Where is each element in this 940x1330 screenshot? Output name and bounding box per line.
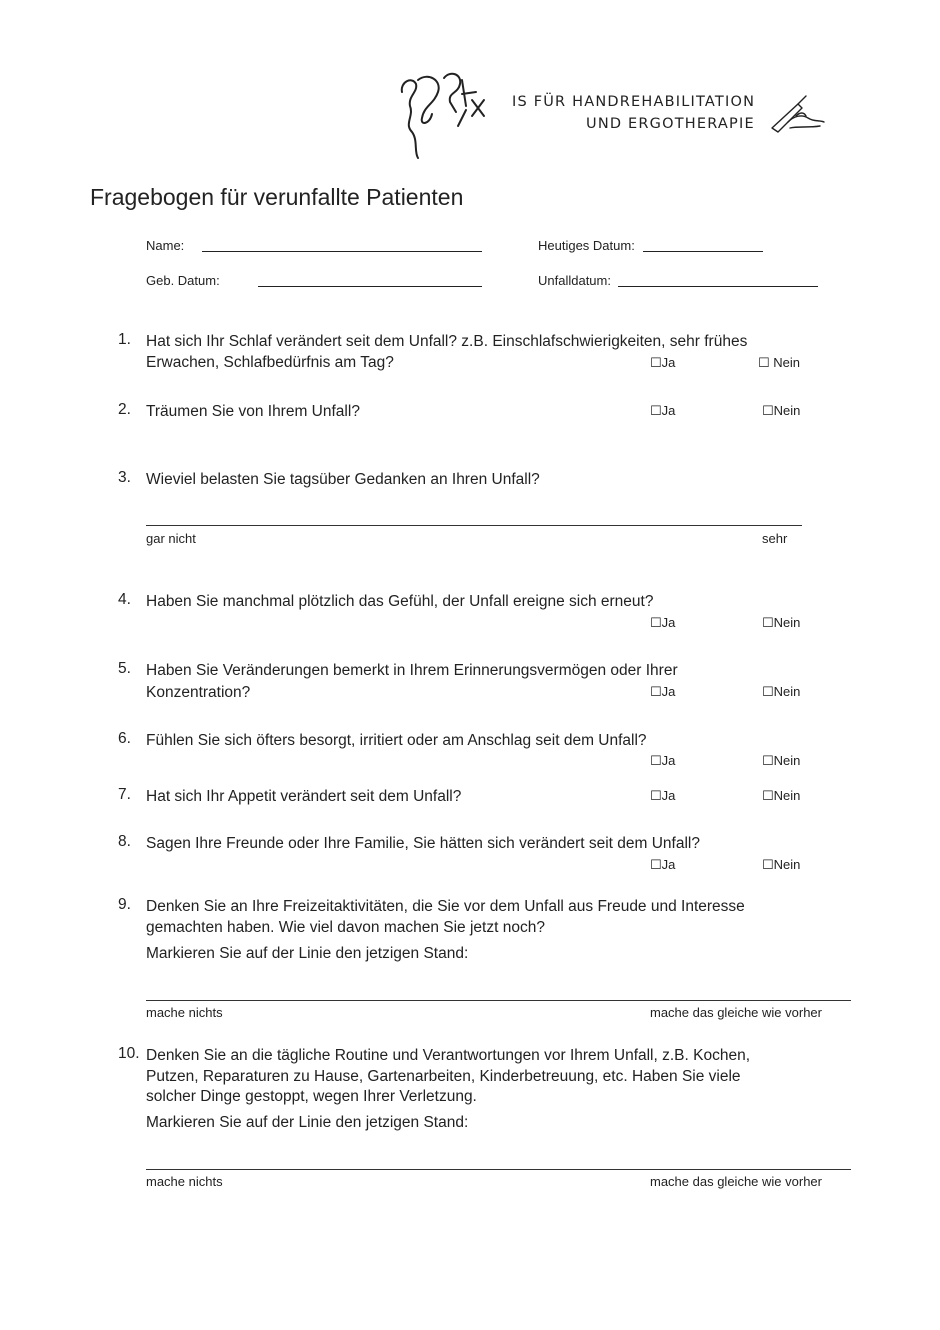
question-7-text: Hat sich Ihr Appetit verändert seit dem Unfall?	[146, 788, 462, 805]
q10-scale-right-label: mache das gleiche wie vorher	[650, 1174, 822, 1189]
q9-scale-left-label: mache nichts	[146, 1005, 223, 1020]
today-date-field[interactable]	[643, 251, 763, 252]
question-10-instruction: Markieren Sie auf der Linie den jetzigen Stand:	[146, 1114, 469, 1131]
q10-scale-left-label: mache nichts	[146, 1174, 223, 1189]
question-number: 5.	[118, 660, 131, 677]
q4-yes-checkbox[interactable]: ☐Ja	[650, 615, 676, 630]
q7-no-checkbox[interactable]: ☐Nein	[762, 788, 801, 803]
logo-text-line2: UND ERGOTHERAPIE	[586, 116, 755, 132]
question-number: 1.	[118, 331, 131, 348]
question-10-line1: Denken Sie an die tägliche Routine und Verantwortungen vor Ihrem Unfall, z.B. Kochen,	[146, 1047, 751, 1064]
question-10-line3: solcher Dinge gestoppt, wegen Ihrer Verletzung.	[146, 1088, 477, 1105]
q8-no-checkbox[interactable]: ☐Nein	[762, 857, 801, 872]
q8-yes-checkbox[interactable]: ☐Ja	[650, 857, 676, 872]
q6-no-checkbox[interactable]: ☐Nein	[762, 753, 801, 768]
q3-scale-right-label: sehr	[762, 531, 788, 546]
question-5-line2: Konzentration?	[146, 684, 251, 701]
writing-hand-icon	[768, 92, 826, 134]
accident-date-field[interactable]	[618, 286, 818, 287]
q1-no-checkbox[interactable]: ☐ Nein	[758, 355, 801, 370]
birth-date-field[interactable]	[258, 286, 482, 287]
question-number: 10.	[118, 1045, 140, 1062]
today-date-label: Heutiges Datum:	[538, 238, 635, 253]
q2-yes-checkbox[interactable]: ☐Ja	[650, 403, 676, 418]
question-9-instruction: Markieren Sie auf der Linie den jetzigen Stand:	[146, 945, 469, 962]
question-9-line2: gemachten haben. Wie viel davon machen Sie jetzt noch?	[146, 919, 545, 936]
q3-scale-line[interactable]	[146, 525, 802, 526]
q5-yes-checkbox[interactable]: ☐Ja	[650, 684, 676, 699]
question-number: 7.	[118, 786, 131, 803]
q2-no-checkbox[interactable]: ☐Nein	[762, 403, 801, 418]
q9-scale-line[interactable]	[146, 1000, 851, 1001]
question-number: 3.	[118, 469, 131, 486]
logo-text-line1: IS FÜR HANDREHABILITATION	[512, 94, 756, 110]
question-number: 9.	[118, 896, 131, 913]
question-2-text: Träumen Sie von Ihrem Unfall?	[146, 403, 360, 420]
q3-scale-left-label: gar nicht	[146, 531, 196, 546]
question-1-line1: Hat sich Ihr Schlaf verändert seit dem Unfall? z.B. Einschlafschwierigkeiten, sehr frühes	[146, 333, 748, 350]
question-3-text: Wieviel belasten Sie tagsüber Gedanken an Ihren Unfall?	[146, 471, 540, 488]
question-6-text: Fühlen Sie sich öfters besorgt, irritiert oder am Anschlag seit dem Unfall?	[146, 732, 647, 749]
question-9-line1: Denken Sie an Ihre Freizeitaktivitäten, die Sie vor dem Unfall aus Freude und Interesse	[146, 898, 745, 915]
q10-scale-line[interactable]	[146, 1169, 851, 1170]
question-5-line1: Haben Sie Veränderungen bemerkt in Ihrem Erinnerungsvermögen oder Ihrer	[146, 662, 678, 679]
q1-yes-checkbox[interactable]: ☐Ja	[650, 355, 676, 370]
birth-date-label: Geb. Datum:	[146, 273, 220, 288]
question-number: 2.	[118, 401, 131, 418]
accident-date-label: Unfalldatum:	[538, 273, 611, 288]
praxis-logo-icon	[396, 66, 496, 162]
q7-yes-checkbox[interactable]: ☐Ja	[650, 788, 676, 803]
page-title: Fragebogen für verunfallte Patienten	[90, 184, 464, 210]
question-4-text: Haben Sie manchmal plötzlich das Gefühl, der Unfall ereigne sich erneut?	[146, 593, 654, 610]
q6-yes-checkbox[interactable]: ☐Ja	[650, 753, 676, 768]
name-label: Name:	[146, 238, 185, 253]
question-1-line2: Erwachen, Schlafbedürfnis am Tag?	[146, 354, 394, 371]
q9-scale-right-label: mache das gleiche wie vorher	[650, 1005, 822, 1020]
question-number: 4.	[118, 591, 131, 608]
q5-no-checkbox[interactable]: ☐Nein	[762, 684, 801, 699]
question-8-text: Sagen Ihre Freunde oder Ihre Familie, Sie hätten sich verändert seit dem Unfall?	[146, 835, 700, 852]
question-10-line2: Putzen, Reparaturen zu Hause, Gartenarbeiten, Kinderbetreuung, etc. Haben Sie viele	[146, 1068, 741, 1085]
question-number: 6.	[118, 730, 131, 747]
q4-no-checkbox[interactable]: ☐Nein	[762, 615, 801, 630]
name-field[interactable]	[202, 251, 482, 252]
question-number: 8.	[118, 833, 131, 850]
